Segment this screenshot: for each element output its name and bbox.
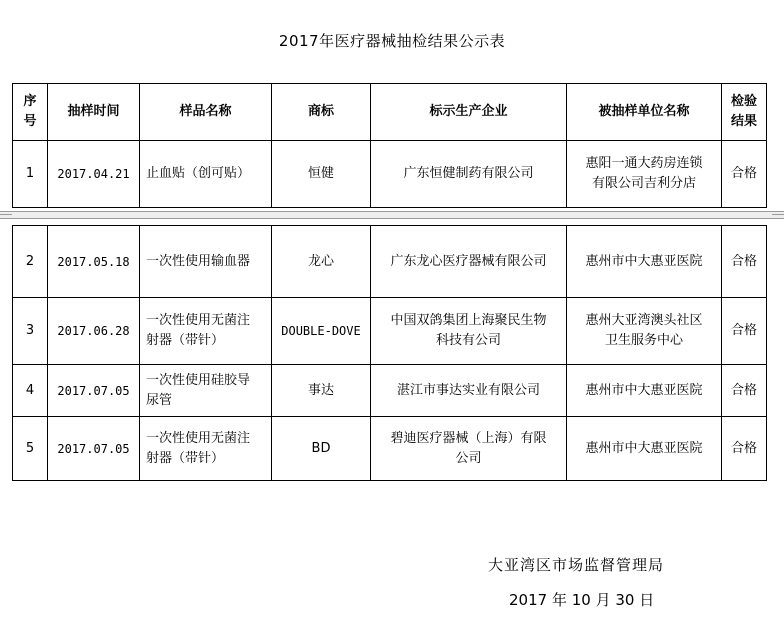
cell-date: 2017.06.28 bbox=[48, 298, 140, 365]
cell-line: 广东恒健制药有限公司 bbox=[403, 166, 534, 181]
header-manufacturer: 标示生产企业 bbox=[371, 84, 567, 141]
header-sampled-unit: 被抽样单位名称 bbox=[567, 84, 722, 141]
cell-sampled-unit bbox=[567, 365, 722, 417]
cell-line: 广东龙心医疗器械有限公司 bbox=[390, 253, 547, 269]
page-break-mark bbox=[772, 214, 784, 215]
cell-line: 射器（带针） bbox=[146, 450, 225, 466]
cell-line: 一次性使用输血器 bbox=[146, 253, 251, 269]
cell-seq: 1 bbox=[13, 141, 48, 208]
header-result-line: 检验 bbox=[730, 94, 757, 109]
cell-line: 尿管 bbox=[146, 392, 173, 408]
cell-seq: 2 bbox=[13, 226, 48, 298]
cell-line: 一次性使用无菌注 bbox=[146, 430, 251, 446]
header-result-line: 结果 bbox=[730, 114, 757, 129]
cell-manufacturer bbox=[371, 141, 567, 208]
cell-line: 惠州大亚湾澳头社区 bbox=[585, 313, 703, 328]
cell-seq: 5 bbox=[13, 417, 48, 481]
header-seq bbox=[13, 84, 48, 141]
header-result bbox=[722, 84, 767, 141]
cell-line: 卫生服务中心 bbox=[604, 333, 683, 348]
cell-manufacturer bbox=[371, 226, 567, 298]
table-header-row bbox=[13, 84, 767, 141]
cell-manufacturer bbox=[371, 417, 567, 481]
cell-result: 合格 bbox=[722, 417, 767, 481]
table-row bbox=[13, 417, 767, 481]
document-title: 2017年医疗器械抽检结果公示表 bbox=[278, 32, 506, 50]
cell-product-name bbox=[140, 141, 272, 208]
results-table-page-1 bbox=[12, 83, 767, 208]
cell-line: 止血贴（创可贴） bbox=[146, 166, 251, 181]
cell-brand: 恒健 bbox=[272, 141, 371, 208]
table-row bbox=[13, 226, 767, 298]
results-table-page-2 bbox=[12, 225, 767, 481]
cell-brand: 事达 bbox=[272, 365, 371, 417]
table-row bbox=[13, 141, 767, 208]
cell-seq: 4 bbox=[13, 365, 48, 417]
header-product-name: 样品名称 bbox=[140, 84, 272, 141]
cell-product-name bbox=[140, 226, 272, 298]
page-break-mark bbox=[0, 214, 12, 215]
cell-seq: 3 bbox=[13, 298, 48, 365]
cell-line: 射器（带针） bbox=[146, 333, 225, 348]
cell-sampled-unit bbox=[567, 141, 722, 208]
cell-brand: BD bbox=[272, 417, 371, 481]
cell-date: 2017.07.05 bbox=[48, 365, 140, 417]
cell-result: 合格 bbox=[722, 226, 767, 298]
cell-product-name bbox=[140, 417, 272, 481]
issuing-agency: 大亚湾区市场监督管理局 bbox=[488, 556, 665, 574]
cell-line: 科技有公司 bbox=[435, 333, 501, 348]
cell-date: 2017.05.18 bbox=[48, 226, 140, 298]
cell-sampled-unit bbox=[567, 417, 722, 481]
cell-sampled-unit bbox=[567, 226, 722, 298]
cell-date: 2017.07.05 bbox=[48, 417, 140, 481]
cell-line: 一次性使用硅胶导 bbox=[146, 372, 251, 388]
cell-manufacturer bbox=[371, 365, 567, 417]
header-brand: 商标 bbox=[272, 84, 371, 141]
cell-line: 公司 bbox=[455, 450, 482, 466]
table-row bbox=[13, 298, 767, 365]
cell-line: 惠州市中大惠亚医院 bbox=[585, 253, 703, 269]
issue-date: 2017 年 10 月 30 日 bbox=[509, 591, 655, 609]
cell-sampled-unit bbox=[567, 298, 722, 365]
cell-line: 一次性使用无菌注 bbox=[146, 313, 251, 328]
header-seq-line: 号 bbox=[23, 114, 37, 129]
cell-line: 碧迪医疗器械（上海）有限 bbox=[390, 430, 547, 446]
cell-brand: DOUBLE-DOVE bbox=[272, 298, 371, 365]
cell-line: 中国双鸽集团上海聚民生物 bbox=[390, 313, 547, 328]
cell-line: 惠州市中大惠亚医院 bbox=[585, 440, 703, 456]
cell-result: 合格 bbox=[722, 141, 767, 208]
cell-product-name bbox=[140, 365, 272, 417]
header-seq-line: 序 bbox=[23, 94, 37, 109]
table-row bbox=[13, 365, 767, 417]
cell-brand: 龙心 bbox=[272, 226, 371, 298]
cell-line: 惠州市中大惠亚医院 bbox=[585, 382, 703, 398]
cell-product-name bbox=[140, 298, 272, 365]
cell-line: 惠阳一通大药房连锁 bbox=[585, 156, 703, 171]
cell-line: 湛江市事达实业有限公司 bbox=[396, 382, 540, 398]
cell-line: 有限公司吉利分店 bbox=[591, 176, 696, 191]
cell-result: 合格 bbox=[722, 298, 767, 365]
page-break-divider bbox=[0, 211, 784, 219]
header-sample-date: 抽样时间 bbox=[48, 84, 140, 141]
cell-date: 2017.04.21 bbox=[48, 141, 140, 208]
cell-manufacturer bbox=[371, 298, 567, 365]
cell-result: 合格 bbox=[722, 365, 767, 417]
